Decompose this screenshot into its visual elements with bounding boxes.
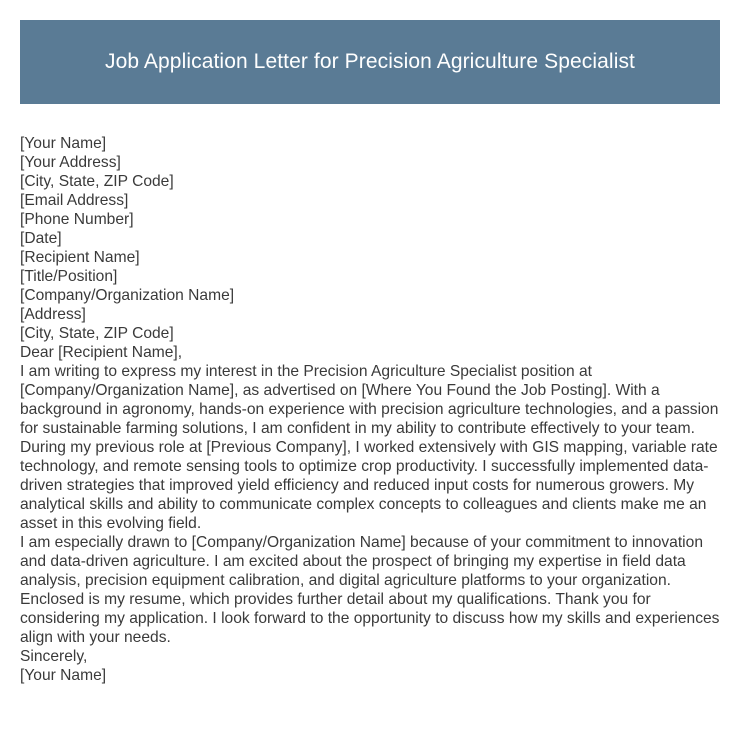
page-title: Job Application Letter for Precision Agriculture Specialist (104, 50, 635, 73)
salutation: Dear [Recipient Name], (20, 344, 183, 361)
recipient-title: [Title/Position] (20, 268, 118, 285)
paragraph-intro: I am writing to express my interest in the Precision Agriculture Specialist position at [Company/Organization Name], as advertised on [Where You Found the Job Posting]. With a background in agronomy, hands-on experience with precision agriculture technologies, and a passion for sustainable farming solutions, I am confident in my ability to contribute effectively to your team. (20, 363, 719, 437)
sender-city-state-zip: [City, State, ZIP Code] (20, 173, 174, 190)
sender-email: [Email Address] (20, 192, 129, 209)
recipient-name: [Recipient Name] (20, 249, 140, 266)
sender-name: [Your Name] (20, 135, 107, 152)
closing-valediction: Sincerely, (20, 648, 88, 665)
recipient-address: [Address] (20, 306, 86, 323)
paragraph-motivation: I am especially drawn to [Company/Organization Name] because of your commitment to innovation and data-driven agriculture. I am excited about the prospect of bringing my expertise in field data analysis, precision equipment calibration, and digital agriculture platforms to your organization. (20, 534, 703, 589)
sender-phone: [Phone Number] (20, 211, 134, 228)
signature-name: [Your Name] (20, 667, 107, 684)
letter-body (20, 134, 720, 685)
paragraph-experience: During my previous role at [Previous Company], I worked extensively with GIS mapping, variable rate technology, and remote sensing tools to optimize crop productivity. I successfully implemented data-driven strategies that improved yield efficiency and reduced input costs for numerous growers. My analytical skills and ability to communicate complex concepts to colleagues and clients make me an asset in this evolving field. (20, 439, 718, 532)
paragraph-closing: Enclosed is my resume, which provides further detail about my qualifications. Thank you for considering my application. I look forward to the opportunity to discuss how my skills and experiences align with your needs. (20, 591, 720, 646)
recipient-city-state-zip: [City, State, ZIP Code] (20, 325, 174, 342)
letter-date: [Date] (20, 230, 62, 247)
letter-header-banner (20, 20, 720, 104)
recipient-company: [Company/Organization Name] (20, 287, 235, 304)
sender-address: [Your Address] (20, 154, 121, 171)
